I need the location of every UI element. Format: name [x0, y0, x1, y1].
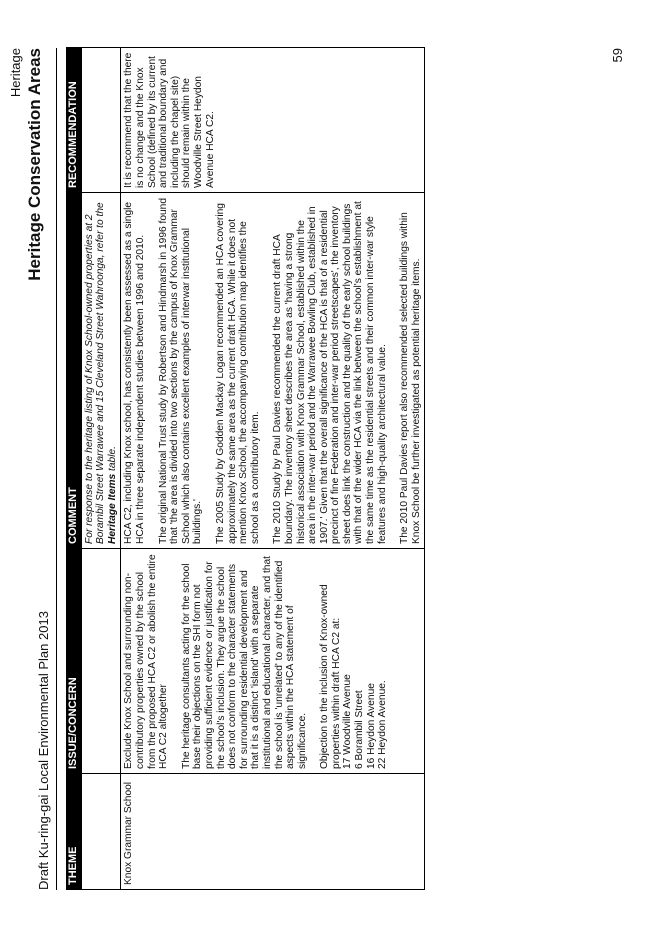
issue-paragraph: Exclude Knox School and surrounding non-contributory properties owned by the school from the proposed HCA C2 or abolish the entire HCA C2 altogether: [123, 554, 170, 769]
column-header-issue: ISSUE/CONCERN: [67, 549, 82, 774]
note-text-before: For response to the heritage listing of Knox School-owned properties at 2 Borambil Street Warrawee and 15 Cleveland Street Wahroonga, refer to the: [83, 202, 107, 544]
theme-cell: Knox Grammar School: [121, 774, 425, 890]
issue-objection-text: Objection to the inclusion of Knox-owned properties within draft HCA C2 at:: [319, 584, 342, 769]
note-row: [81, 48, 121, 890]
address-list: [342, 553, 388, 769]
header-divider: [56, 48, 57, 890]
column-header-comment: COMMENT: [67, 193, 82, 549]
note-text-bold: Heritage Items: [106, 473, 118, 544]
table-header-row: [67, 48, 82, 890]
issue-paragraph: The heritage consultants acting for the school base their objections on the SHI form not providing sufficient evidence or justification for the school's inclusion. They argue the school does not conform to the character statements for surrounding residential development and that it is a distinct 'island' with a separate institutional and educational character, and that the school is 'unrelated' to any of the identified aspects within the HCA statement of significance.: [180, 556, 308, 769]
section-header: [8, 48, 45, 281]
comment-paragraph: The 2005 Study by Godden Mackay Logan recommended an HCA covering approximately the same area as the current draft HCA. While it does not mention Knox School, the accompanying contribution map identifies the school as a contributory item.: [214, 203, 261, 544]
comment-cell: [121, 193, 425, 549]
page-heading: Heritage Conservation Areas: [25, 48, 44, 281]
document-title: Draft Ku-ring-gai Local Environmental Plan 2013: [36, 611, 51, 890]
section-label: Heritage: [8, 48, 23, 98]
comment-paragraph: The 2010 Study by Paul Davies recommended the current draft HCA boundary. The inventory sheet describes the area as 'having a strong historical association with Knox Grammar School, established within the area in the inter-war period and the Warrawee Bowling Club, established in 1907.' Given that the overall significance of the HCA is that of a residential precinct of fine Federation and inter-war period streetscapes', the inventory sheet does link the construction and the quality of the early school buildings with that of the wider HCA via the link between the school's establishment at the same time as the residential streets and their common inter-war style features and high-quality architectural value.: [272, 201, 388, 544]
issue-paragraph: [319, 553, 389, 769]
recommendation-cell: It is recommend that the there is no change and the Knox School (defined by its current and traditional boundary and including the chapel site) should remain within the Woodville Street Heydon Avenue HCA C2.: [121, 48, 425, 193]
note-comment-cell: [81, 193, 121, 549]
address-item: 6 Borambil Street: [354, 690, 366, 769]
column-header-theme: THEME: [67, 774, 82, 890]
note-issue-cell: [81, 549, 121, 774]
comment-paragraph: The 2010 Paul Davies report also recommended selected buildings within Knox School be further investigated as potential heritage items.: [399, 212, 422, 544]
column-header-recommendation: RECOMMENDATION: [67, 48, 82, 193]
comment-paragraph: The original National Trust study by Robertson and Hindmarsh in 1996 found that 'the area is divided into two sections by the campus of Knox Grammar School which also contains excellent examples of interwar institutional buildings.': [157, 197, 204, 544]
note-text-after: table.: [106, 446, 118, 474]
address-item: 22 Heydon Avenue.: [377, 680, 389, 769]
submissions-table: [66, 47, 425, 890]
address-item: 16 Heydon Avenue: [365, 683, 377, 769]
issue-cell: [121, 549, 425, 774]
note-recommendation-cell: [81, 48, 121, 193]
table-row: [121, 48, 425, 890]
address-item: 17 Woodville Avenue: [342, 674, 354, 769]
page-number: 59: [610, 48, 625, 63]
note-theme-cell: [81, 774, 121, 890]
comment-paragraph: HCA C2, including Knox school, has consistently been assessed as a single HCA in three separate independent studies between 1996 and 2010.: [123, 201, 146, 544]
